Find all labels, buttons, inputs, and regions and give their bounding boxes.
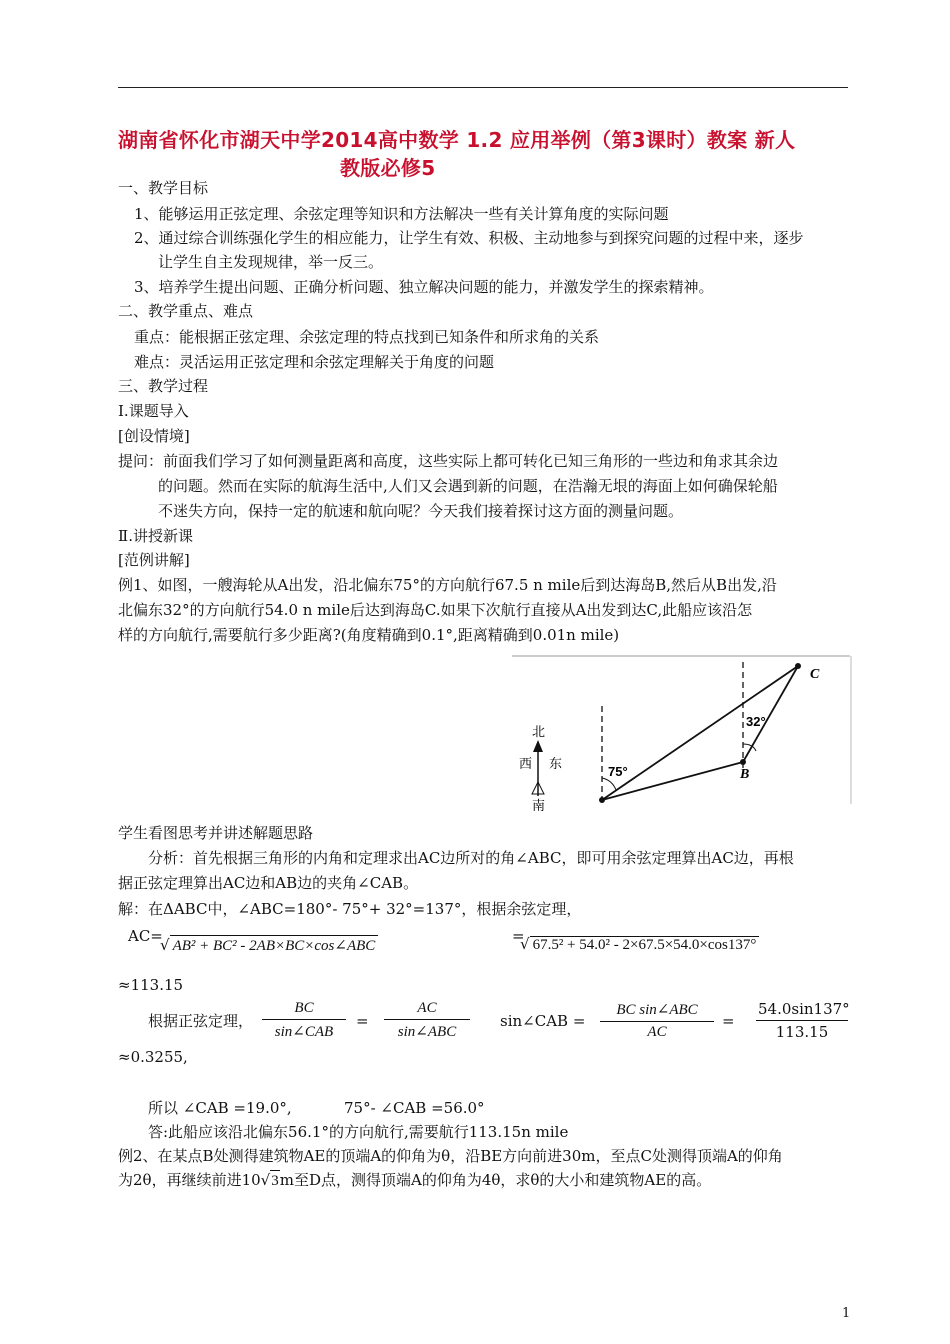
angle-cab-result: 所以 ∠CAB =19.0°, — [148, 1099, 292, 1117]
svg-text:东: 东 — [549, 757, 563, 772]
example-1-b: 北偏东32°的方向航行54.0 n mile后达到海岛C.如果下次航行直接从A出发到达C,此船应该沿怎 — [118, 601, 753, 619]
page-title-line2: 教版必修5 — [340, 156, 436, 180]
section-objectives: 一、教学目标 — [118, 179, 209, 197]
header-rule — [118, 87, 848, 88]
equals-2: = — [356, 1012, 369, 1030]
segment-AC — [602, 666, 798, 800]
label-B: B — [740, 767, 750, 782]
section-keypoints: 二、教学重点、难点 — [118, 302, 254, 320]
page-number: 1 — [842, 1306, 851, 1321]
heading-result: 75°- ∠CAB =56.0° — [344, 1099, 485, 1117]
fraction-ac-sinabc: AC sin∠ABC — [384, 1000, 470, 1041]
solution-line: 解：在ΔABC中，∠ABC=180°- 75°+ 32°=137°，根据余弦定理， — [118, 900, 582, 918]
goal-3: 3、培养学生提出问题、正确分析问题、独立解决问题的能力，并激发学生的探索精神。 — [134, 278, 714, 296]
part-1: Ⅰ.课题导入 — [118, 402, 189, 420]
ac-result: ≈113.15 — [118, 976, 184, 994]
difficulty: 难点：灵活运用正弦定理和余弦定理解关于角度的问题 — [134, 353, 495, 371]
example-2-a: 例2、在某点B处测得建筑物AE的顶端A的仰角为θ，沿BE方向前进30m，至点C处测得顶端A的仰角 — [118, 1147, 783, 1165]
question-3: 不迷失方向，保持一定的航速和航向呢？今天我们接着探讨这方面的测量问题。 — [158, 502, 684, 520]
section-process: 三、教学过程 — [118, 377, 209, 395]
equals-1: = — [512, 927, 525, 945]
page-title: 湖南省怀化市湖天中学2014高中数学 1.2 应用举例（第3课时）教案 新人 — [118, 128, 796, 152]
student-thinking: 学生看图思考并讲述解题思路 — [118, 824, 314, 842]
fraction-numeric: 54.0sin137° 113.15 — [758, 1000, 850, 1041]
goal-2-cont: 让学生自主发现规律，举一反三。 — [158, 253, 384, 271]
fraction-bc-sincab: BC sin∠CAB — [262, 1000, 346, 1041]
cosine-formula: √ AB² + BC² - 2AB×BC×cos∠ABC — [160, 935, 378, 955]
fraction-bc-sinabc-ac: BC sin∠ABC AC — [600, 1000, 714, 1041]
example-2-b: 为2θ，再继续前进10√3m至D点，测得顶端A的仰角为4θ，求θ的大小和建筑物AE的高。 — [118, 1171, 712, 1189]
compass-icon — [519, 725, 562, 812]
key-point: 重点：能根据正弦定理、余弦定理的特点找到已知条件和所求角的关系 — [134, 328, 600, 346]
label-angle-75: 75° — [608, 764, 628, 779]
label-angle-32: 32° — [746, 714, 766, 729]
cosine-numeric: √ 67.5² + 54.0² - 2×67.5×54.0×cos137° — [520, 935, 759, 954]
analysis-1: 分析：首先根据三角形的内角和定理求出AC边所对的角∠ABC，即可用余弦定理算出AC边，再根 — [148, 849, 794, 867]
analysis-2: 据正弦定理算出AC边和AB边的夹角∠CAB。 — [118, 874, 419, 892]
example-1-c: 样的方向航行,需要航行多少距离?(角度精确到0.1°,距离精确到0.01n mile) — [118, 626, 620, 644]
part-1-sub: [创设情境] — [118, 427, 190, 445]
goal-2: 2、通过综合训练强化学生的相应能力，让学生有效、积极、主动地参与到探究问题的过程中来，逐步 — [134, 229, 804, 247]
svg-text:南: 南 — [532, 799, 546, 812]
question-1: 提问：前面我们学习了如何测量距离和高度，这些实际上都可转化已知三角形的一些边和角求其余边 — [118, 452, 779, 470]
sin-cab-label: sin∠CAB = — [500, 1012, 586, 1030]
part-2: Ⅱ.讲授新课 — [118, 527, 193, 545]
question-2: 的问题。然而在实际的航海生活中,人们又会遇到新的问题，在浩瀚无垠的海面上如何确保轮船 — [158, 477, 778, 495]
label-C: C — [810, 667, 820, 682]
goal-1: 1、能够运用正弦定理、余弦定理等知识和方法解决一些有关计算角度的实际问题 — [134, 205, 669, 223]
ac-label: AC= — [128, 927, 163, 945]
equals-3: = — [722, 1012, 735, 1030]
svg-text:西: 西 — [519, 757, 533, 772]
part-2-sub: [范例讲解] — [118, 551, 190, 569]
navigation-figure — [512, 654, 852, 812]
sine-law-label: 根据正弦定理， — [148, 1012, 254, 1030]
answer-line: 答:此船应该沿北偏东56.1°的方向航行,需要航行113.15n mile — [148, 1123, 569, 1141]
example-1-a: 例1、如图，一艘海轮从A出发，沿北偏东75°的方向航行67.5 n mile后到达海岛B,然后从B出发,沿 — [118, 576, 777, 594]
sin-result: ≈0.3255, — [118, 1048, 188, 1066]
svg-text:北: 北 — [532, 725, 546, 740]
